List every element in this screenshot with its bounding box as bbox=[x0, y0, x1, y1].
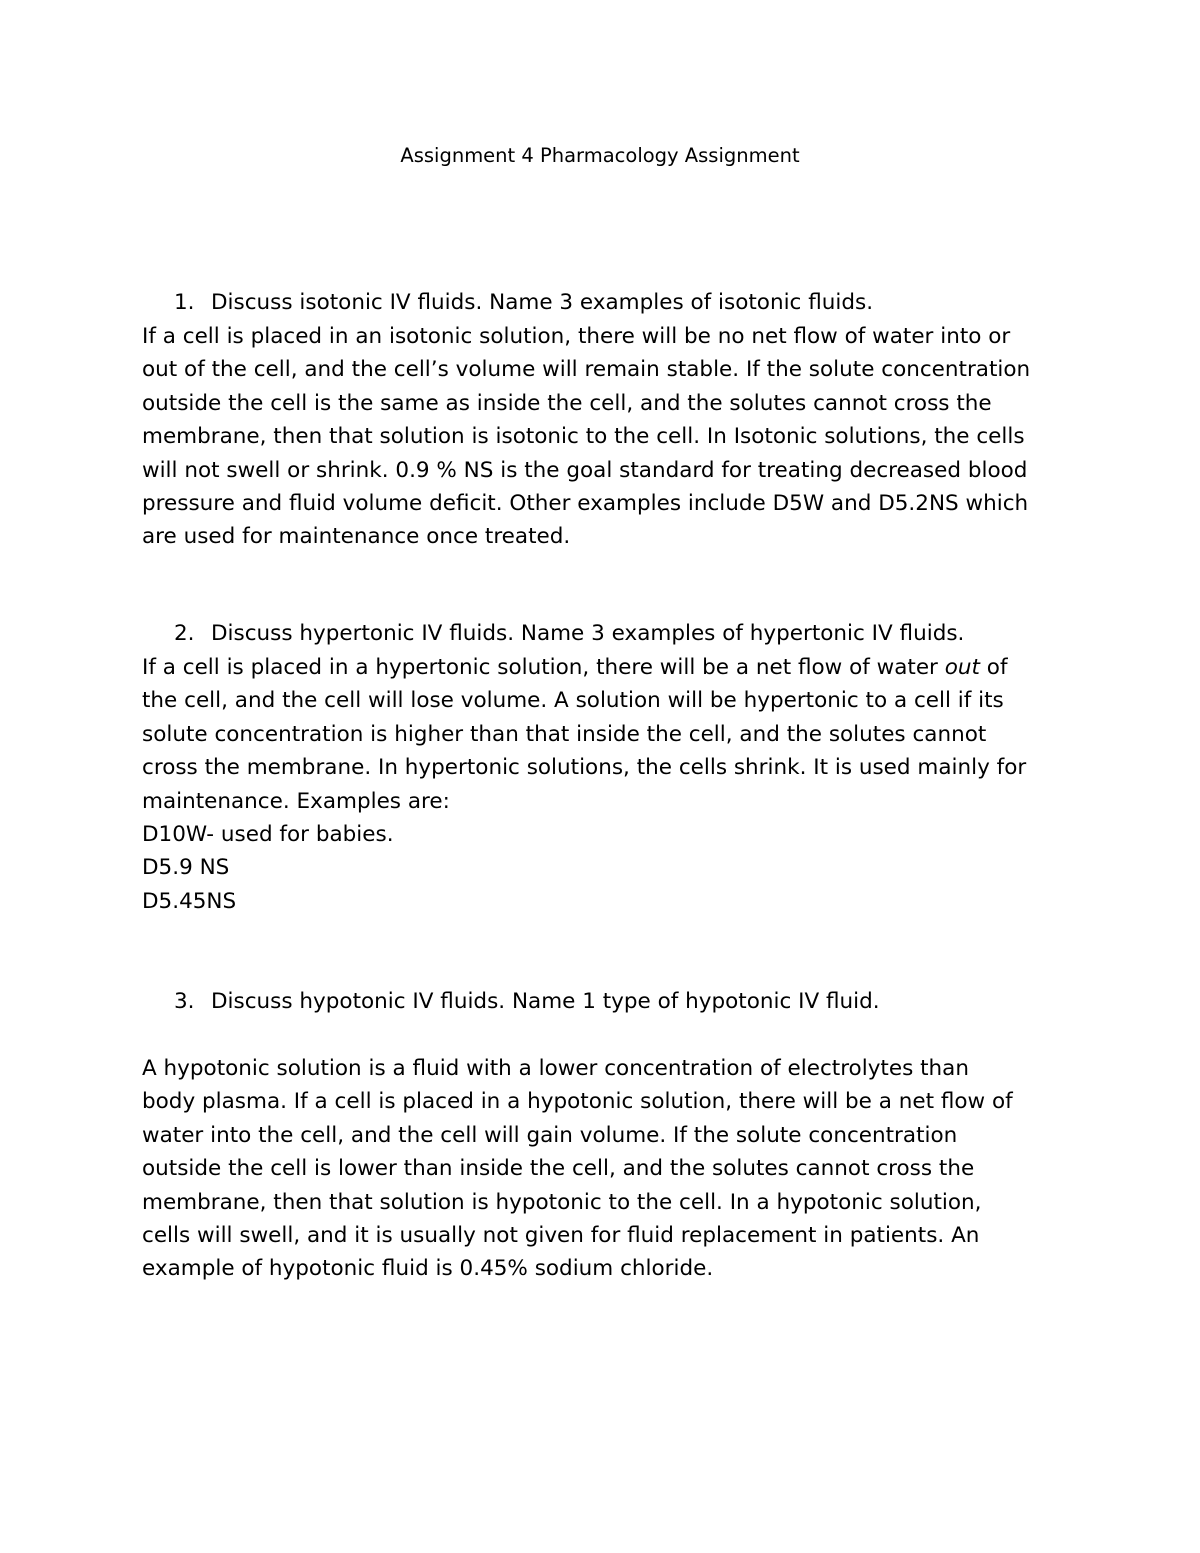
question-1-text: Discuss isotonic IV fluids. Name 3 examples of isotonic fluids. bbox=[211, 290, 874, 315]
question-2-number: 2. bbox=[174, 621, 195, 646]
answer-line: outside the cell is lower than inside the cell, and the solutes cannot cross the bbox=[142, 1156, 975, 1182]
answer-line: example of hypotonic fluid is 0.45% sodium chloride. bbox=[142, 1256, 714, 1282]
answer-line: body plasma. If a cell is placed in a hypotonic solution, there will be a net flow of bbox=[142, 1089, 1013, 1115]
answer-line: outside the cell is the same as inside the cell, and the solutes cannot cross the bbox=[142, 390, 992, 416]
question-3-text: Discuss hypotonic IV fluids. Name 1 type of hypotonic IV fluid. bbox=[211, 989, 880, 1014]
question-3-answer bbox=[142, 1052, 1072, 1286]
answer-line: will not swell or shrink. 0.9 % NS is the goal standard for treating decreased blood bbox=[142, 457, 1028, 483]
answer-line: pressure and fluid volume deficit. Other examples include D5W and D5.2NS which bbox=[142, 491, 1029, 517]
answer-line: A hypotonic solution is a fluid with a lower concentration of electrolytes than bbox=[142, 1056, 969, 1081]
answer-line bbox=[142, 651, 1072, 684]
answer-line: maintenance. Examples are: bbox=[142, 788, 450, 814]
answer-line: are used for maintenance once treated. bbox=[142, 524, 571, 550]
answer-line: D5.9 NS bbox=[142, 855, 230, 881]
answer-line: water into the cell, and the cell will gain volume. If the solute concentration bbox=[142, 1122, 958, 1148]
answer-line: cross the membrane. In hypertonic solutions, the cells shrink. It is used mainly for bbox=[142, 755, 1027, 781]
answer-line: cells will swell, and it is usually not given for fluid replacement in patients. An bbox=[142, 1223, 980, 1249]
document-title: Assignment 4 Pharmacology Assignment bbox=[400, 144, 800, 167]
answer-line: D10W- used for babies. bbox=[142, 822, 394, 848]
question-3-number: 3. bbox=[174, 989, 195, 1014]
answer-line: the cell, and the cell will lose volume. A solution will be hypertonic to a cell if its bbox=[142, 688, 1004, 714]
question-1-number: 1. bbox=[174, 290, 195, 315]
answer-line: D5.45NS bbox=[142, 888, 237, 914]
answer-line: membrane, then that solution is isotonic to the cell. In Isotonic solutions, the cells bbox=[142, 424, 1025, 450]
question-2-text: Discuss hypertonic IV fluids. Name 3 examples of hypertonic IV fluids. bbox=[211, 621, 965, 646]
answer-text: of bbox=[979, 655, 1008, 680]
answer-text: If a cell is placed in a hypertonic solution, there will be a net flow of water bbox=[142, 655, 945, 680]
question-2-answer bbox=[142, 651, 1072, 918]
question-2-prompt bbox=[174, 617, 964, 650]
question-1-prompt bbox=[174, 286, 873, 319]
answer-emphasis: out bbox=[944, 655, 980, 680]
question-1-answer bbox=[142, 320, 1072, 554]
answer-line: membrane, then that solution is hypotonic to the cell. In a hypotonic solution, bbox=[142, 1189, 982, 1215]
answer-line: out of the cell, and the cell’s volume will remain stable. If the solute concentration bbox=[142, 357, 1031, 383]
answer-line: If a cell is placed in an isotonic solution, there will be no net flow of water into or bbox=[142, 324, 1011, 349]
answer-line: solute concentration is higher than that inside the cell, and the solutes cannot bbox=[142, 721, 987, 747]
question-3-prompt bbox=[174, 985, 880, 1018]
